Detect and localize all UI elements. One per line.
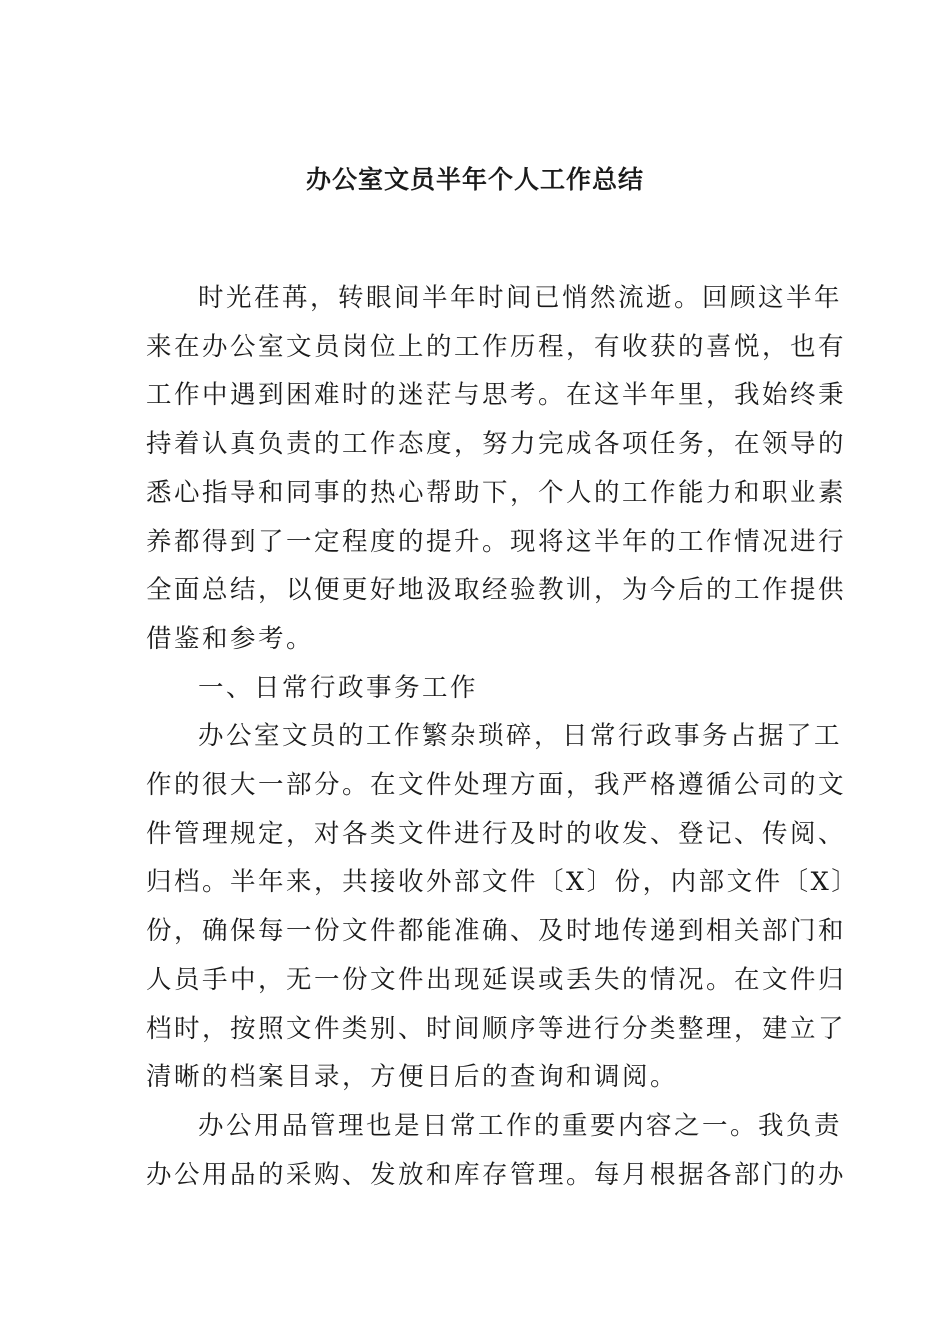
text-line: 时光荏苒，转眼间半年时间已悄然流逝。回顾这半年	[198, 283, 843, 313]
text-line: 归档。半年来，共接收外部文件〔X〕份，内部文件〔X〕	[146, 867, 860, 898]
text-line: 全面总结，以便更好地汲取经验教训，为今后的工作提供	[146, 575, 847, 606]
text-line: 借鉴和参考。	[146, 623, 315, 654]
text-line: 清晰的档案目录，方便日后的查询和调阅。	[146, 1062, 679, 1093]
text-line: 持着认真负责的工作态度，努力完成各项任务，在领导的	[146, 429, 847, 460]
paragraph-documents	[146, 712, 860, 1102]
section-heading	[146, 664, 806, 713]
paragraph-supplies	[146, 1102, 847, 1199]
text-line: 份，确保每一份文件都能准确、及时地传递到相关部门和	[146, 916, 847, 947]
text-line: 工作中遇到困难时的迷茫与思考。在这半年里，我始终秉	[146, 380, 847, 411]
text-line: 悉心指导和同事的热心帮助下，个人的工作能力和职业素	[146, 477, 847, 508]
text-line: 一、日常行政事务工作	[198, 672, 479, 703]
text-line: 办公用品管理也是日常工作的重要内容之一。我负责	[198, 1110, 843, 1141]
text-line: 办公用品的采购、发放和库存管理。每月根据各部门的办	[146, 1159, 847, 1190]
text-line: 办公室文员的工作繁杂琐碎，日常行政事务占据了工	[198, 721, 843, 752]
text-line: 人员手中，无一份文件出现延误或丢失的情况。在文件归	[146, 964, 847, 995]
text-line: 档时，按照文件类别、时间顺序等进行分类整理，建立了	[146, 1013, 847, 1044]
text-line: 作的很大一部分。在文件处理方面，我严格遵循公司的文	[146, 770, 847, 801]
text-line: 养都得到了一定程度的提升。现将这半年的工作情况进行	[146, 526, 847, 557]
paragraph-intro	[146, 274, 847, 664]
text-line: 来在办公室文员岗位上的工作历程，有收获的喜悦，也有	[146, 331, 847, 362]
text-line: 件管理规定，对各类文件进行及时的收发、登记、传阅、	[146, 818, 847, 849]
document-title: 办公室文员半年个人工作总结	[305, 165, 644, 194]
document-body	[146, 274, 860, 1199]
